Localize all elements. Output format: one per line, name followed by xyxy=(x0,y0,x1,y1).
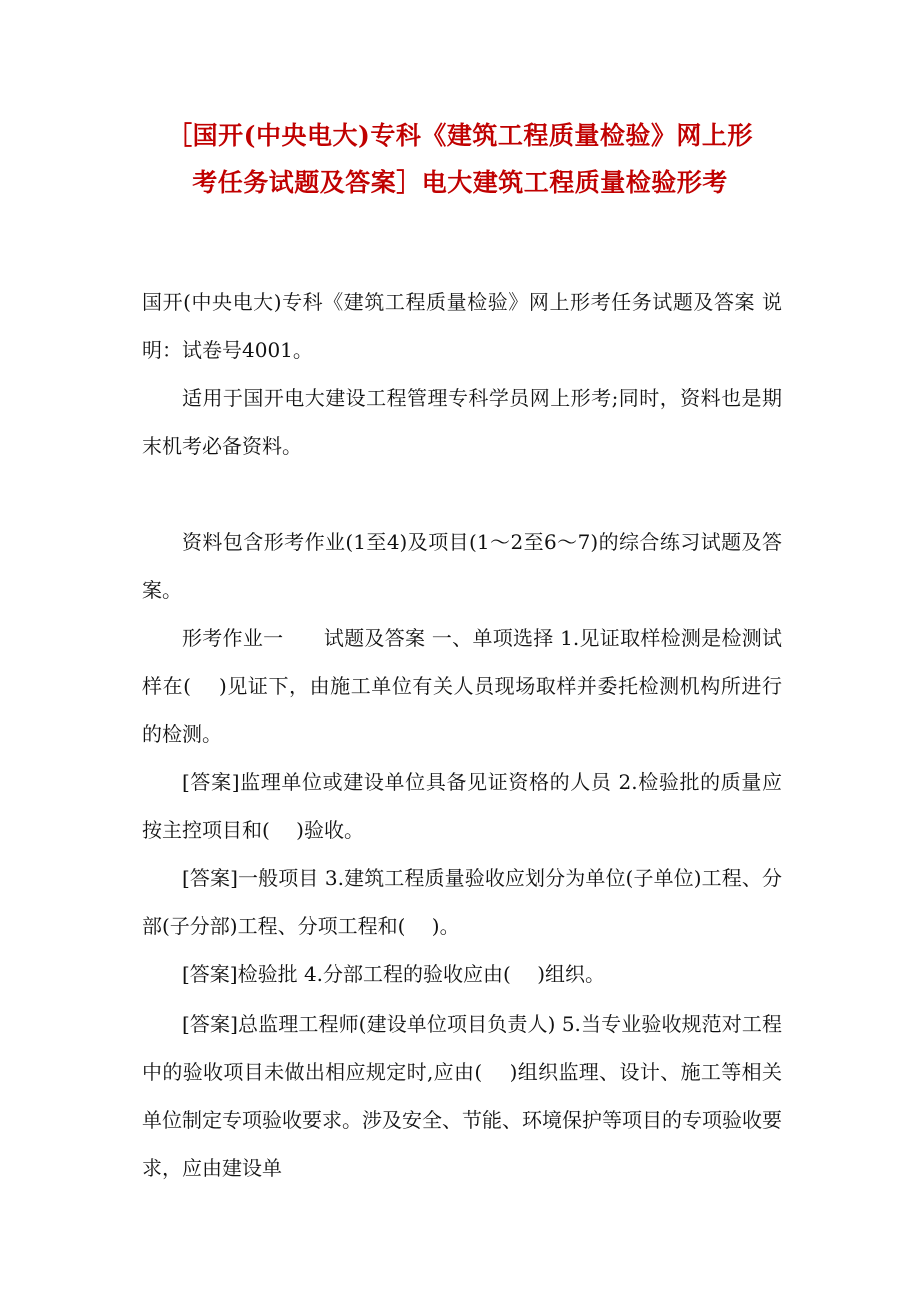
paragraph-intro xyxy=(142,278,782,374)
paragraph-text: [答案]监理单位或建设单位具备见证资格的人员 2.检验批的质量应按主控项目和( )验收。 xyxy=(142,770,782,842)
paragraph-answer-3 xyxy=(142,950,782,998)
paragraph-text: [答案]检验批 4.分部工程的验收应由( )组织。 xyxy=(182,962,606,986)
title-line-1: ［国开(中央电大)专科《建筑工程质量检验》网上形 xyxy=(167,121,753,150)
paragraph-text: [答案]一般项目 3.建筑工程质量验收应划分为单位(子单位)工程、分部(子分部)工程、分项工程和( )。 xyxy=(142,866,782,938)
paragraph-answer-4 xyxy=(142,1000,782,1192)
paragraph-answer-1 xyxy=(142,758,782,854)
paragraph-text: 适用于国开电大建设工程管理专科学员网上形考;同时，资料也是期末机考必备资料。 xyxy=(142,386,782,458)
title-line-2: 考任务试题及答案］电大建筑工程质量检验形考 xyxy=(192,168,728,197)
paragraph-question-1 xyxy=(142,614,782,758)
paragraph-text: [答案]总监理工程师(建设单位项目负责人) 5.当专业验收规范对工程中的验收项目未做出相应规定时,应由( )组织监理、设计、施工等相关单位制定专项验收要求。涉及安全、节能、环境保护等项目的专项验收要求，应由建设单 xyxy=(142,1012,782,1180)
paragraph-text: 国开(中央电大)专科《建筑工程质量检验》网上形考任务试题及答案 说明：试卷号4001。 xyxy=(142,290,782,362)
paragraph-contents xyxy=(142,518,782,614)
paragraph-text: 形考作业一 试题及答案 一、单项选择 1.见证取样检测是检测试样在( )见证下，由施工单位有关人员现场取样并委托检测机构所进行的检测。 xyxy=(142,626,782,746)
document-title xyxy=(130,112,790,206)
paragraph-scope xyxy=(142,374,782,470)
paragraph-text: 资料包含形考作业(1至4)及项目(1～2至6～7)的综合练习试题及答案。 xyxy=(142,530,782,602)
paragraph-answer-2 xyxy=(142,854,782,950)
